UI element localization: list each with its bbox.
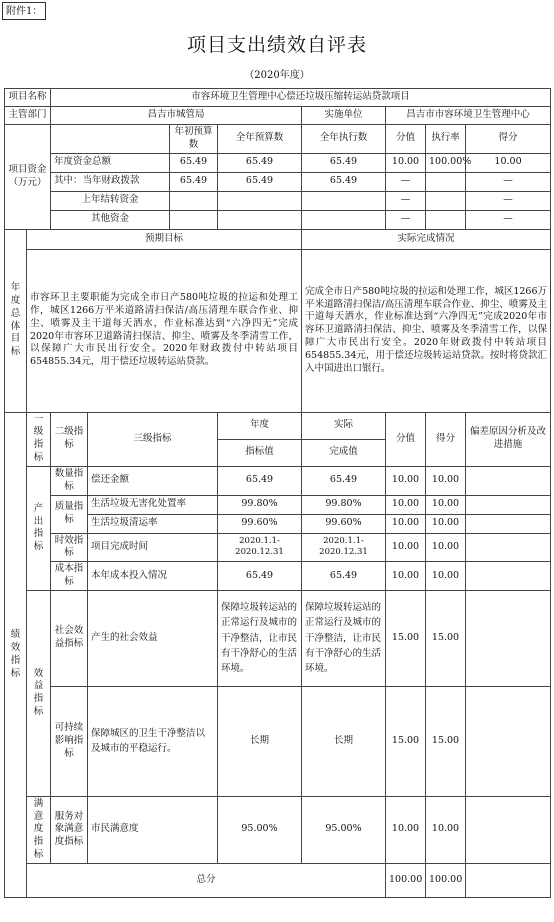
perf-target: 65.49 [218,562,302,591]
total-label: 总分 [27,863,386,897]
perf-level2: 社会效益指标 [51,590,88,686]
perf-effect-label: 效益指标 [27,590,51,796]
perf-header-actual: 实际 [302,412,386,439]
funds-header-score: 分值 [386,125,426,154]
perf-reason [466,796,551,863]
perf-reason [466,590,551,686]
perf-level3: 市民满意度 [88,796,218,863]
funds-header-rate: 执行率 [426,125,466,154]
perf-done: 长期 [302,686,386,796]
perf-score: 10.00 [386,533,426,562]
perf-level2: 成本指标 [51,562,88,591]
dept-label: 主管部门 [5,107,51,125]
funds-row-name: 年度资金总额 [51,153,170,172]
impl-label: 实施单位 [302,107,386,125]
perf-score: 10.00 [386,466,426,495]
perf-got: 10.00 [426,514,466,533]
perf-target: 长期 [218,686,302,796]
goals-actual-header: 实际完成情况 [302,229,551,249]
dept-value: 昌吉市城管局 [51,107,302,125]
perf-got: 10.00 [426,796,466,863]
funds-header-executed: 全年执行数 [302,125,386,154]
perf-level2: 数量指标 [51,466,88,495]
perf-header-target: 指标值 [218,439,302,466]
perf-score: 10.00 [386,796,426,863]
funds-cell: 100.00% [426,153,466,172]
perf-reason [466,495,551,514]
funds-cell [302,210,386,229]
perf-done: 65.49 [302,562,386,591]
perf-done: 保障垃圾转运站的正常运行及城市的干净整洁，让市民有干净舒心的生活环境。 [302,590,386,686]
perf-header-score: 分值 [386,412,426,466]
funds-header-blank [51,125,170,154]
page-title: 项目支出绩效自评表 [186,34,367,56]
perf-done: 2020.1.1-2020.12.31 [302,533,386,562]
perf-level2: 质量指标 [51,495,88,533]
perf-header-got: 得分 [426,412,466,466]
perf-got: 10.00 [426,533,466,562]
perf-level3: 生活垃圾清运率 [88,514,218,533]
perf-satisfaction-label: 满意度指标 [27,796,51,863]
perf-done: 99.60% [302,514,386,533]
perf-header-done: 完成值 [302,439,386,466]
total-reason [466,863,551,897]
perf-level3: 生活垃圾无害化处置率 [88,495,218,514]
funds-cell: 10.00 [386,153,426,172]
funds-row-name: 其中：当年财政拨款 [51,172,170,191]
funds-row-name: 上年结转资金 [51,191,170,210]
perf-target: 99.80% [218,495,302,514]
perf-level3: 偿还金额 [88,466,218,495]
perf-header-level1: 一级指标 [27,412,51,466]
perf-score: 15.00 [386,590,426,686]
perf-target: 2020.1.1-2020.12.31 [218,533,302,562]
perf-label: 绩效指标 [5,412,27,897]
funds-cell [302,191,386,210]
funds-header-annual: 全年预算数 [218,125,302,154]
funds-cell [218,210,302,229]
goals-label: 年度总体目标 [5,229,27,412]
funds-cell: 65.49 [170,172,218,191]
perf-output-label: 产出指标 [27,466,51,590]
goals-expected-header: 预期目标 [27,229,302,249]
funds-cell: 65.49 [218,153,302,172]
total-got: 100.00 [426,863,466,897]
funds-label: 项目资金（万元） [5,125,51,230]
funds-cell: 65.49 [170,153,218,172]
project-name-label: 项目名称 [5,89,51,107]
funds-cell [426,191,466,210]
perf-level2: 服务对象满意度指标 [51,796,88,863]
funds-cell [170,191,218,210]
perf-reason [466,466,551,495]
perf-score: 10.00 [386,495,426,514]
funds-cell: — [466,210,551,229]
perf-level3: 项目完成时间 [88,533,218,562]
funds-cell [426,210,466,229]
funds-cell: — [386,191,426,210]
funds-cell [426,172,466,191]
perf-reason [466,562,551,591]
funds-row-name: 其他资金 [51,210,170,229]
impl-value: 昌吉市市容环境卫生管理中心 [386,107,551,125]
perf-score: 15.00 [386,686,426,796]
perf-done: 95.00% [302,796,386,863]
funds-cell: 65.49 [302,153,386,172]
year-label: （2020年度） [244,70,310,81]
perf-done: 65.49 [302,466,386,495]
perf-got: 10.00 [426,562,466,591]
perf-header-level3: 三级指标 [88,412,218,466]
perf-header-level2: 二级指标 [51,412,88,466]
perf-level3: 保障城区的卫生干净整洁以及城市的平稳运行。 [88,686,218,796]
total-score: 100.00 [386,863,426,897]
funds-cell: — [386,172,426,191]
evaluation-table [4,88,551,898]
perf-target: 99.60% [218,514,302,533]
funds-cell: — [466,191,551,210]
perf-got: 15.00 [426,686,466,796]
attachment-label: 附件1： [2,2,46,20]
perf-level3: 本年成本投入情况 [88,562,218,591]
perf-done: 99.80% [302,495,386,514]
perf-target: 65.49 [218,466,302,495]
perf-got: 10.00 [426,495,466,514]
funds-header-got: 得分 [466,125,551,154]
perf-level3: 产生的社会效益 [88,590,218,686]
funds-header-initial: 年初预算数 [170,125,218,154]
funds-cell: 65.49 [218,172,302,191]
perf-reason [466,686,551,796]
goals-actual-text: 完成全市日产580吨垃圾的拉运和处理工作，城区1266万平米道路清扫保洁/高压清理车联合作业、抑尘、喷雾及主干道每天洒水，作业标准达到“六净四无”完成2020年市容环卫道路清扫保洁、抑尘、喷雾及冬季清雪工作，以保障广大市民出行安全。2020年财政拨付中转站项目654855.34元，用于偿还垃圾转运站贷款。按时将贷款汇入中国进出口银行。 [302,249,551,412]
funds-cell: 65.49 [302,172,386,191]
perf-target: 保障垃圾转运站的正常运行及城市的干净整洁，让市民有干净舒心的生活环境。 [218,590,302,686]
perf-header-reason: 偏差原因分析及改进措施 [466,412,551,466]
perf-got: 10.00 [426,466,466,495]
perf-level2: 可持续影响指标 [51,686,88,796]
funds-cell: — [466,172,551,191]
perf-got: 15.00 [426,590,466,686]
perf-target: 95.00% [218,796,302,863]
funds-cell [218,191,302,210]
perf-score: 10.00 [386,562,426,591]
perf-score: 10.00 [386,514,426,533]
funds-cell: — [386,210,426,229]
perf-reason [466,533,551,562]
project-name-value: 市容环境卫生管理中心偿还垃圾压缩转运站贷款项目 [51,89,551,107]
perf-header-year: 年度 [218,412,302,439]
funds-cell: 10.00 [466,153,551,172]
perf-reason [466,514,551,533]
perf-level2: 时效指标 [51,533,88,562]
goals-expected-text: 市容环卫主要职能为完成全市日产580吨垃圾的拉运和处理工作，城区1266万平米道路清扫保洁/高压清理车联合作业、抑尘、喷雾及主干道每天洒水，作业标准达到“六净四无”完成2020年市容环卫道路清扫保洁、抑尘、喷雾及冬季清雪工作，以保障广大市民出行安全。2020年财政拨付中转站项目654855.34元，用于偿还垃圾转运站贷款。 [27,249,302,412]
funds-cell [170,210,218,229]
